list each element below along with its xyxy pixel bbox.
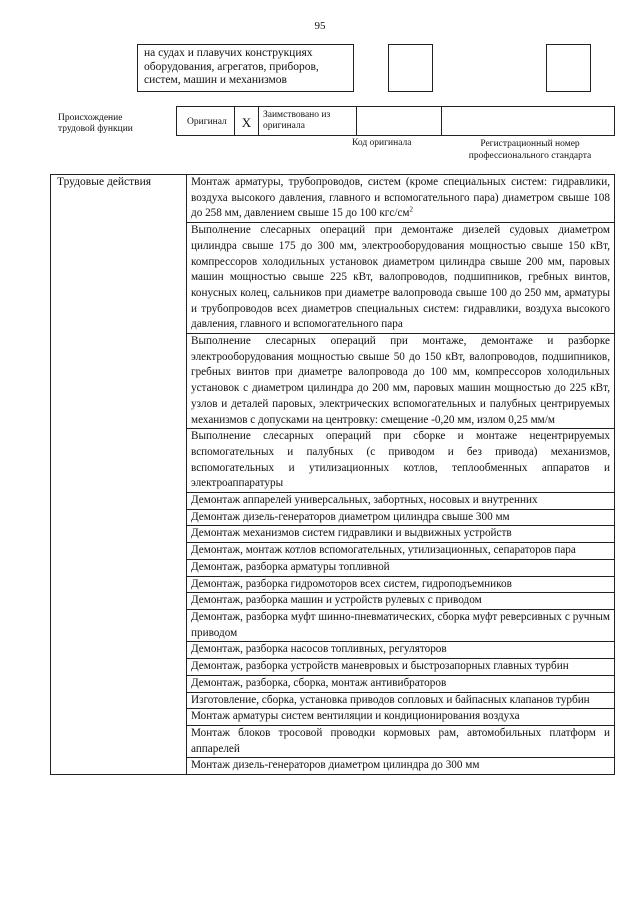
labor-action-text: Монтаж дизель-генераторов диаметром цилиндра до 300 мм [191,759,480,772]
original-code-caption: Код оригинала [352,138,412,148]
original-cell: Оригинал [177,107,235,135]
origin-table [176,106,615,136]
labor-action [187,709,615,726]
page-number: 95 [314,20,326,32]
unit-superscript: 2 [409,205,414,214]
labor-action [187,675,615,692]
labor-action-text: Монтаж блоков тросовой проводки кормовых рам, автомобильных платформ и аппарелей [191,726,610,755]
labor-action [187,692,615,709]
labor-action [187,526,615,543]
labor-action-text: Демонтаж механизмов систем гидравлики и выдвижных устройств [191,527,512,540]
labor-action-text: Демонтаж, разборка машин и устройств рулевых с приводом [191,594,482,607]
labor-action [187,543,615,560]
labor-action [187,559,615,576]
table-row [51,175,615,223]
labor-action [187,509,615,526]
labor-action [187,659,615,676]
labor-action-text: Демонтаж, разборка устройств маневровых и быстрозапорных главных турбин [191,660,569,673]
origin-label-line: трудовой функции [58,124,133,134]
section-label: Трудовые действия [51,175,187,775]
labor-action-text: Демонтаж, разборка арматуры топливной [191,560,390,573]
qualification-name-box [137,44,354,92]
qualification-name-line: на судах и плавучих конструкциях [144,47,313,59]
qualification-name-line: систем, машин и механизмов [144,74,287,86]
original-mark: X [235,107,259,135]
qualification-name-line: оборудования, агрегатов, приборов, [144,60,319,73]
caption-line: Регистрационный номер [480,139,580,149]
labor-action [187,609,615,641]
code-box [388,44,433,92]
labor-action-text: Выполнение слесарных операций при сборке и монтаже нецентрируемых вспомогательных и палубных (с приводом и без привода) механизмов, вспомогательных и утилизационных котлов, теплообменных аппаратов и электроаппаратуры [191,430,610,490]
labor-action-text: Выполнение слесарных операций при монтаже, демонтаже и разборке электрооборудования мощностью свыше 50 до 150 кВт, валопроводов, подшипников, гребных винтов при диаметре валопровода до 100 мм, компрессоров холодильных установок с диаметром цилиндра до 200 мм, паровых машин мощностью до 225 кВт, узлов и деталей паровых, электрических вспомогательных и палубных центрируемых механизмов с допусками на центровку: смещение -0,20 мм, излом 0,25 мм/м [191,335,610,426]
labor-action-text: Демонтаж, разборка муфт шинно-пневматических, сборка муфт реверсивных с ручным приводом [191,610,610,639]
labor-action [187,758,615,775]
labor-action-text: Демонтаж, разборка, сборка, монтаж антивибраторов [191,676,447,689]
labor-action [187,429,615,493]
labor-action [187,223,615,334]
labor-action [187,576,615,593]
original-code-cell [357,107,442,135]
labor-action [187,334,615,429]
labor-action-text: Изготовление, сборка, установка приводов сопловых и байпасных клапанов турбин [191,693,590,706]
labor-action-text: Демонтаж, монтаж котлов вспомогательных, утилизационных, сепараторов пара [191,544,576,557]
labor-actions-body [51,175,615,775]
borrowed-cell: Заимствовано из оригинала [259,107,357,135]
labor-action [187,493,615,510]
origin-label-line: Происхождение [58,113,123,123]
labor-action [187,725,615,757]
registration-number-caption [455,138,605,162]
labor-action [187,175,615,223]
labor-action-text: Демонтаж, разборка гидромоторов всех систем, гидроподъемников [191,577,512,590]
labor-action-text: Демонтаж дизель-генераторов диаметром цилиндра свыше 300 мм [191,510,510,523]
labor-action-text: Монтаж арматуры, трубопроводов, систем (кроме специальных систем: гидравлики, воздуха высокого давления, главного и вспомогательного пара) диаметром свыше 108 до 258 мм, давлением свыше 15 до 100 кгс/см [191,176,610,220]
labor-actions-table [50,174,615,775]
labor-action-text: Монтаж арматуры систем вентиляции и кондиционирования воздуха [191,710,520,723]
labor-action [187,642,615,659]
labor-action-text: Демонтаж аппарелей универсальных, забортных, носовых и внутренних [191,494,538,507]
labor-action [187,593,615,610]
origin-label [58,113,133,135]
labor-action-text: Выполнение слесарных операций при демонтаже дизелей судовых диаметром цилиндра свыше 175 до 300 мм, электрооборудования мощностью свыше 150 кВт, компрессоров холодильных установок диаметром цилиндра свыше 200 мм, паровых машин мощностью свыше 225 кВт, валопроводов, подшипников, гребных винтов, конусных колец, сальников при диаметре валопровода свыше 100 до 250 мм, арматуры и трубопроводов всех диаметров специальных систем: гидравлики, воздуха высокого давления, главного и вспомогательного пара [191,224,610,331]
registration-number-cell [442,107,614,135]
labor-action-text: Демонтаж, разборка насосов топливных, регуляторов [191,643,447,656]
caption-line: профессионального стандарта [468,151,592,161]
level-box [546,44,591,92]
